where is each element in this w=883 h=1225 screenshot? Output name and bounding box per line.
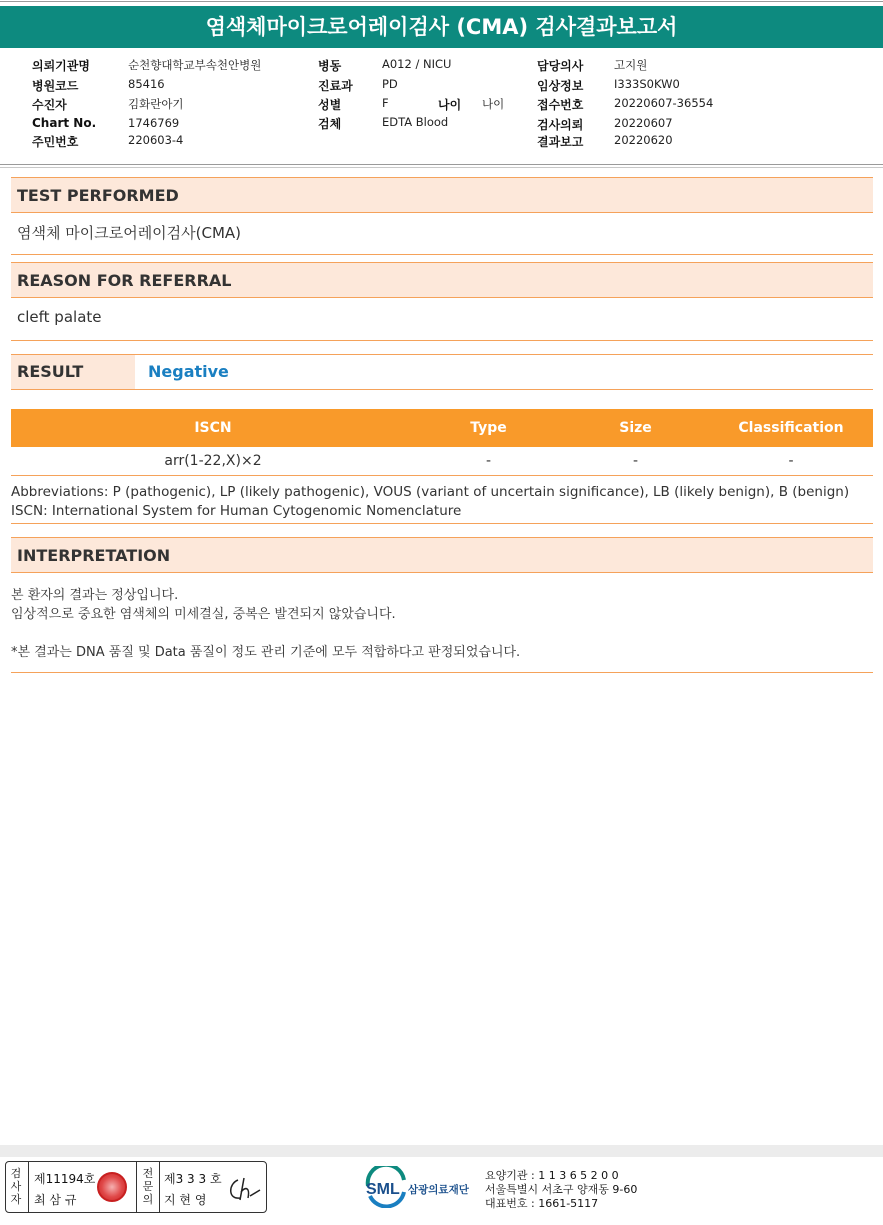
result-row [11,354,873,390]
reason-header: REASON FOR REFERRAL [11,262,873,298]
report-title: 염색체마이크로어레이검사 (CMA) 검사결과보고서 [0,6,883,48]
logo-text: SML [366,1181,400,1198]
cell-iscn: arr(1-22,X)×2 [11,447,415,476]
age-label: 나이 [438,98,462,112]
doctor-value: 고지원 [614,58,648,72]
iscn-definition: ISCN: International System for Human Cytogenomic Nomenclature [11,503,462,519]
col-iscn: ISCN [11,409,415,447]
specimen-label: 검체 [318,117,342,131]
chart-label: Chart No. [32,116,97,130]
interpretation-line-1: 본 환자의 결과는 정상입니다. [11,588,179,603]
org-code: 요양기관 : 1 1 3 6 5 2 0 0 [485,1169,619,1182]
org-info [485,1169,637,1211]
interpretation-note: *본 결과는 DNA 품질 및 Data 품질이 정도 관리 기준에 모두 적합하다고 판정되었습니다. [11,645,521,660]
id-label: 주민번호 [32,135,79,149]
hospital-code-value: 85416 [128,77,165,91]
cell-classification: - [709,447,873,476]
specimen-value: EDTA Blood [382,115,449,129]
test-performed-header: TEST PERFORMED [11,177,873,213]
org-address: 서울특별시 서초구 양재동 9-60 [485,1183,638,1196]
clinical-label: 임상정보 [537,79,584,93]
result-value: Negative [148,362,229,381]
receipt-value: 20220607-36554 [614,96,714,110]
sex-label: 성별 [318,98,342,112]
sml-logo [364,1166,484,1212]
specialist-name: 지 현 영 [164,1193,207,1207]
iscn-table [11,409,873,476]
hospital-code-label: 병원코드 [32,79,79,93]
id-value: 220603-4 [128,133,184,147]
divider [159,1162,160,1212]
divider [11,672,873,673]
patient-info-block [0,52,883,165]
signature-icon [226,1174,262,1204]
requester-value: 순천향대학교부속천안병원 [128,58,262,72]
examiner-label: 검 사 자 [10,1167,22,1206]
chart-value: 1746769 [128,116,180,130]
ward-value: A012 / NICU [382,57,452,71]
signature-box [5,1161,267,1213]
request-value: 20220607 [614,116,673,130]
divider [11,254,873,255]
org-phone: 대표번호 : 1661-5117 [485,1197,599,1210]
divider [28,1162,29,1212]
examiner-name: 최 삼 규 [34,1193,77,1207]
org-name: 삼광의료재단 [408,1184,469,1196]
requester-label: 의뢰기관명 [32,59,90,73]
divider [136,1162,137,1212]
clinical-value: I333S0KW0 [614,77,680,91]
seal-stamp-icon [97,1172,127,1202]
sml-logo-icon [364,1166,484,1208]
cell-type: - [415,447,562,476]
divider [11,340,873,341]
interpretation-line-2: 임상적으로 중요한 염색체의 미세결실, 중복은 발견되지 않았습니다. [11,607,396,622]
result-label: RESULT [11,355,135,389]
report-label: 결과보고 [537,135,584,149]
specialist-label: 전 문 의 [142,1167,154,1206]
cell-size: - [562,447,709,476]
report-value: 20220620 [614,133,673,147]
request-label: 검사의뢰 [537,118,584,132]
patient-value: 김화란아기 [128,97,184,111]
abbreviations [11,483,881,521]
doctor-label: 담당의사 [537,59,584,73]
dept-value: PD [382,77,398,91]
reason-value: cleft palate [17,308,102,326]
patient-label: 수진자 [32,98,67,112]
test-performed-value: 염색체 마이크로어레이검사(CMA) [17,224,242,242]
divider [11,523,873,524]
interpretation-header: INTERPRETATION [11,537,873,573]
examiner-number: 제11194호 [34,1172,96,1186]
col-classification: Classification [709,409,873,447]
age-value: 나이 [482,97,505,111]
ward-label: 병동 [318,59,342,73]
footer-band [0,1145,883,1157]
col-type: Type [415,409,562,447]
abbreviations-line: Abbreviations: P (pathogenic), LP (likely pathogenic), VOUS (variant of uncertain significance), LB (likely benign), B (benign) [11,484,850,500]
col-size: Size [562,409,709,447]
sex-value: F [382,96,389,110]
table-row [11,447,873,476]
receipt-label: 접수번호 [537,98,584,112]
dept-label: 진료과 [318,79,353,93]
specialist-number: 제3 3 3 호 [164,1172,222,1186]
